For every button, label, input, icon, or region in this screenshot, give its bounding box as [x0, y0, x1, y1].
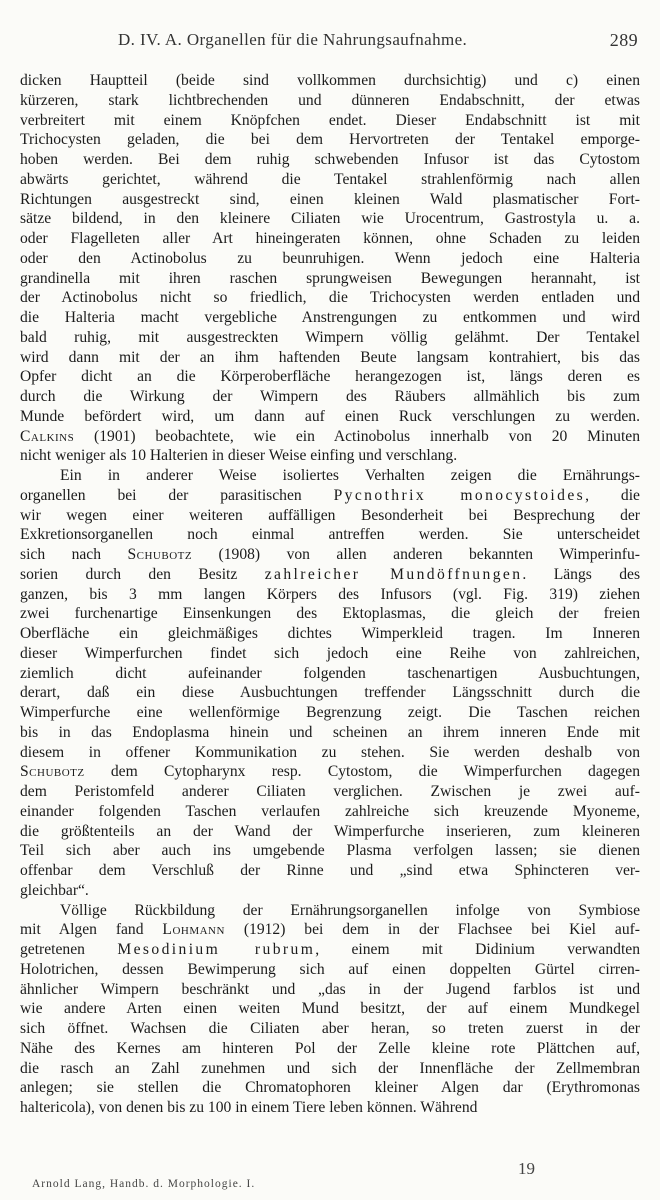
text-line: [20, 960, 640, 980]
text-segment: organellen bei der parasitischen: [20, 486, 334, 504]
text-line: [20, 150, 640, 170]
text-segment: dem Cytopharynx resp. Cytostom, die Wimperfurchen dagegen: [84, 763, 640, 781]
text-segment: kürzeren, stark lichtbrechenden und dünneren Endabschnitt, der etwas: [20, 91, 640, 109]
text-line: [20, 130, 640, 150]
text-segment: gleichbar“.: [20, 881, 89, 899]
text-segment: , die: [585, 486, 640, 504]
text-segment: durch die Wirkung der Wimpern des Räubers allmählich bis zum: [20, 388, 640, 405]
text-segment: Opfer dicht an die Körperoberfläche herangezogen ist, längs deren es: [20, 368, 640, 386]
text-line: [20, 229, 640, 249]
author-name: Lohmann: [162, 921, 225, 939]
text-line: [20, 111, 640, 131]
text-segment: Munde befördert wird, um dann auf einen Ruck verschlungen zu werden.: [20, 407, 640, 425]
text-segment: anlegen; sie stellen die Chromatophoren kleiner Algen dar (Erythromonas: [20, 1079, 640, 1097]
text-line: [20, 565, 640, 585]
text-segment: sich nach: [20, 546, 128, 563]
page-footer: [20, 1159, 640, 1190]
text-line: [20, 308, 640, 328]
text-line: [20, 288, 640, 308]
text-line: [20, 71, 640, 91]
running-title: D. IV. A. Organellen für die Nahrungsaufnahme.: [118, 30, 468, 49]
text-line: [20, 940, 640, 960]
text-segment: zwei furchenartige Einsenkungen des Ektoplasmas, die gleich der freien: [20, 605, 640, 623]
text-line: [20, 269, 640, 289]
text-segment: oder den Actinobolus zu beunruhigen. Wenn jedoch eine Halteria: [20, 249, 640, 267]
text-line: [20, 328, 640, 348]
text-line: [20, 170, 640, 190]
text-segment: (1908) von allen anderen bekannten Wimperinfu-: [192, 546, 640, 563]
text-line: [20, 644, 640, 664]
text-segment: dicken Hauptteil (beide sind vollkommen durchsichtig) und c) einen: [20, 72, 640, 89]
text-line: [20, 782, 640, 802]
text-segment: sorien durch den Besitz: [20, 565, 265, 583]
text-segment: grandinella mit ihren raschen sprungweisen Bewegungen herannaht, ist: [20, 269, 640, 287]
text-line: [20, 1078, 640, 1098]
text-line: [20, 664, 640, 684]
footer-imprint: Arnold Lang, Handb. d. Morphologie. I.: [32, 1178, 256, 1190]
text-segment: . Längs des: [522, 565, 640, 583]
text-segment: der Actinobolus nicht so friedlich, die Trichocysten werden entladen und: [20, 289, 640, 307]
text-segment: mit Algen fand: [20, 921, 163, 939]
text-segment: Nähe des Kernes am hinteren Pol der Zelle kleine rote Plättchen auf,: [20, 1039, 640, 1057]
text-segment: ziemlich dicht aufeinander folgenden taschenartigen Ausbuchtungen,: [20, 664, 640, 682]
text-line: [20, 802, 640, 822]
text-segment: derart, daß ein diese Ausbuchtungen treffender Längsschnitt durch die: [20, 684, 640, 702]
text-line: [20, 91, 640, 111]
text-segment: diesem in offener Kommunikation zu stehen. Sie werden deshalb von: [20, 743, 640, 761]
text-line: [20, 1098, 640, 1118]
text-segment: sätze bildend, in den kleinere Ciliaten wie Urocentrum, Gastrostyla u. a.: [20, 210, 640, 228]
text-line: [20, 762, 640, 782]
text-line: [20, 545, 640, 565]
text-segment: Ein in anderer Weise isoliertes Verhalten zeigen die Ernährungs-: [60, 467, 640, 484]
text-line: [20, 446, 640, 466]
text-segment: Wimperfurche eine wellenförmige Begrenzung zeigt. Die Taschen reichen: [20, 704, 640, 721]
text-segment: die rasch an Zahl zunehmen und sich der Innenfläche der Zellmembran: [20, 1059, 640, 1077]
species-name: Pycnothrix monocystoides: [333, 486, 586, 504]
text-line: [20, 703, 640, 723]
text-line: [20, 980, 640, 1000]
body-text: [20, 71, 640, 1118]
text-segment: , einem mit Didinium verwandten: [315, 941, 640, 958]
text-segment: dem Peristomfeld anderer Ciliaten verglichen. Zwischen je zwei auf-: [20, 783, 640, 800]
text-segment: Trichocysten geladen, die bei dem Hervortreten der Tentakel emporge-: [20, 131, 640, 149]
text-line: [20, 881, 640, 901]
text-line: [20, 506, 640, 526]
text-line: [20, 743, 640, 763]
text-segment: verbreitert mit einem Knöpfchen endet. Dieser Endabschnitt ist mit: [20, 111, 640, 129]
text-line: [20, 901, 640, 921]
text-segment: sich öffnet. Wachsen die Ciliaten aber heran, so treten zuerst in der: [20, 1020, 640, 1037]
text-line: [20, 723, 640, 743]
text-line: [20, 585, 640, 605]
text-segment: wie andere Arten einen weiten Mund besitzt, der auf einem Mundkegel: [20, 1000, 640, 1018]
text-segment: Richtungen ausgestreckt sind, einen kleinen Wald plasmatischer Fort-: [20, 190, 640, 208]
text-line: [20, 387, 640, 407]
text-segment: haltericola), von denen bis zu 100 in einem Tiere leben können. Während: [20, 1099, 478, 1116]
text-line: [20, 1039, 640, 1059]
text-line: [20, 624, 640, 644]
running-header: [20, 30, 640, 56]
text-segment: Teil sich aber auch ins umgebende Plasma verfolgen lassen; sie dienen: [20, 842, 640, 860]
author-name: Calkins: [20, 427, 75, 445]
author-name: Schubotz: [127, 546, 193, 563]
text-segment: abwärts gerichtet, während die Tentakel strahlenförmig nach allen: [20, 170, 640, 188]
text-segment: oder Flagelleten aller Art hineingeraten können, ohne Schaden zu leiden: [20, 230, 640, 247]
text-segment: die größtenteils an der Wand der Wimperfurche inserieren, zum kleineren: [20, 822, 640, 840]
text-line: [20, 841, 640, 861]
species-name: zahlreicher Mundöffnungen: [264, 565, 523, 583]
text-segment: ganzen, bis 3 mm langen Körpers des Infusors (vgl. Fig. 319) ziehen: [20, 585, 640, 603]
text-line: [20, 604, 640, 624]
text-segment: (1912) bei dem in der Flachsee bei Kiel auf-: [224, 921, 640, 939]
text-line: [20, 190, 640, 210]
text-segment: hoben werden. Bei dem ruhig schwebenden Infusor ist das Cytostom: [20, 151, 640, 168]
text-segment: getretenen: [20, 941, 118, 958]
text-line: [20, 348, 640, 368]
text-segment: einander folgenden Taschen verlaufen zahlreiche sich kreuzende Myoneme,: [20, 802, 640, 820]
sheet-number: 19: [518, 1159, 535, 1178]
text-segment: wird dann mit der an ihm haftenden Beute langsam kontrahiert, bis das: [20, 348, 640, 366]
author-name: Schubotz: [20, 763, 85, 781]
text-segment: Oberfläche ein gleichmäßiges dichtes Wimperkleid tragen. Im Inneren: [20, 625, 640, 642]
text-line: [20, 683, 640, 703]
page-number: 289: [609, 30, 638, 50]
text-line: [20, 209, 640, 229]
text-line: [20, 920, 640, 940]
text-line: [20, 1059, 640, 1079]
text-line: [20, 466, 640, 486]
text-segment: ähnlicher Wimpern beschränkt und „das in der Jugend farblos ist und: [20, 980, 640, 998]
text-segment: dieser Wimperfurchen findet sich jedoch eine Reihe von zahlreichen,: [20, 644, 640, 662]
text-line: [20, 427, 640, 447]
text-line: [20, 249, 640, 269]
text-segment: bis in das Endoplasma hinein und scheinen an ihrem inneren Ende mit: [20, 723, 640, 741]
text-line: [20, 407, 640, 427]
text-segment: Holotrichen, dessen Bewimperung sich auf einen doppelten Gürtel cirren-: [20, 960, 640, 978]
text-line: [20, 486, 640, 506]
text-line: [20, 525, 640, 545]
text-line: [20, 861, 640, 881]
text-segment: Völlige Rückbildung der Ernährungsorganellen infolge von Symbiose: [60, 901, 640, 919]
text-line: [20, 999, 640, 1019]
text-line: [20, 367, 640, 387]
text-segment: bald ruhig, mit ausgestreckten Wimpern völlig gelähmt. Der Tentakel: [20, 328, 640, 346]
text-segment: (1901) beobachtete, wie ein Actinobolus innerhalb von 20 Minuten: [74, 427, 640, 445]
text-line: [20, 1019, 640, 1039]
text-segment: nicht weniger als 10 Halterien in dieser Weise einfing und verschlang.: [20, 447, 458, 465]
text-segment: offenbar dem Verschluß der Rinne und „sind etwa Sphincteren ver-: [20, 862, 640, 879]
text-segment: die Halteria macht vergebliche Anstrengungen zu entkommen und wird: [20, 309, 640, 326]
text-segment: Exkretionsorganellen noch einmal antreffen werden. Sie unterscheidet: [20, 526, 640, 544]
text-segment: wir wegen einer weiteren auffälligen Besonderheit bei Besprechung der: [20, 506, 640, 524]
text-line: [20, 822, 640, 842]
species-name: Mesodinium rubrum: [117, 941, 316, 958]
